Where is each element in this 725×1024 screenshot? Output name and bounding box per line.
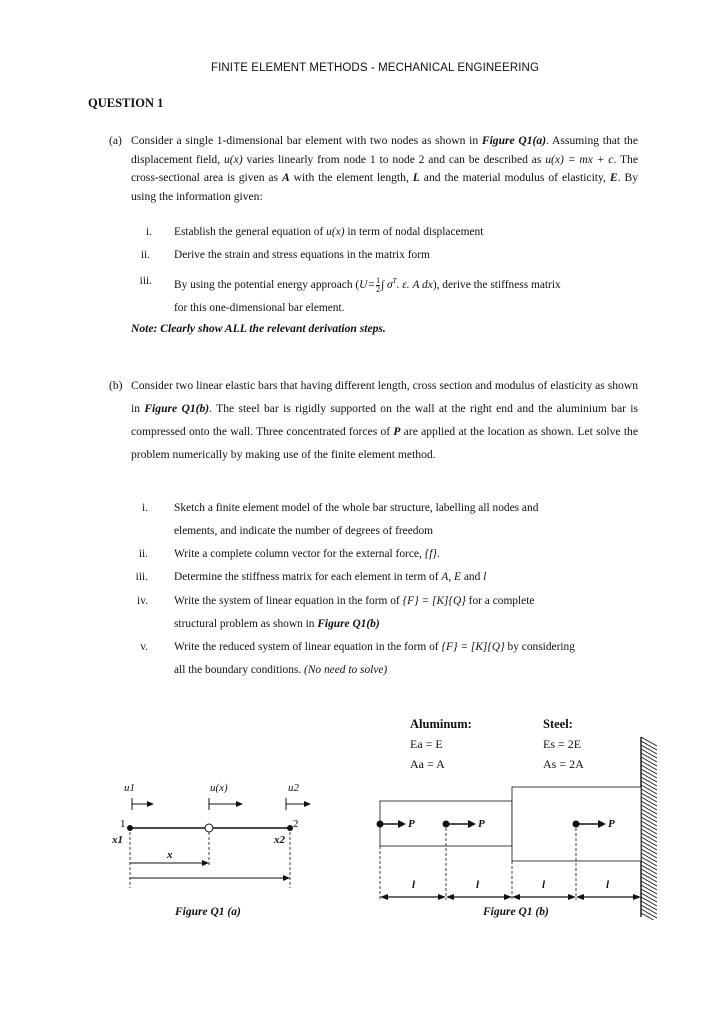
segment-3-label: l bbox=[542, 879, 546, 891]
hatch-line bbox=[641, 881, 657, 890]
segment-4-label: l bbox=[606, 879, 610, 891]
segment-1-label: l bbox=[412, 879, 416, 891]
hatch-line bbox=[641, 801, 657, 810]
hatch-line bbox=[641, 761, 657, 770]
hatch-line bbox=[641, 825, 657, 834]
hatch-line bbox=[641, 777, 657, 786]
wall-hatching bbox=[641, 737, 657, 920]
hatch-line bbox=[641, 745, 657, 754]
hatch-line bbox=[641, 865, 657, 874]
force-1-label: P bbox=[408, 818, 415, 830]
figure-q1a bbox=[100, 770, 330, 900]
label-x2: x2 bbox=[274, 834, 285, 846]
dim-arrow-length bbox=[283, 875, 290, 881]
page-header: FINITE ELEMENT METHODS - MECHANICAL ENGINEERING bbox=[210, 62, 539, 74]
dim-arrow bbox=[576, 894, 584, 900]
hatch-line bbox=[641, 821, 657, 830]
hatch-line bbox=[641, 857, 657, 866]
arrow-ux bbox=[236, 801, 243, 807]
hatch-line bbox=[641, 837, 657, 846]
hatch-line bbox=[641, 813, 657, 822]
force-2-label: P bbox=[478, 818, 485, 830]
dim-arrow bbox=[512, 894, 520, 900]
force-3-label: P bbox=[608, 818, 615, 830]
hatch-line bbox=[641, 817, 657, 826]
part-b-item-4-line2: structural problem as shown in Figure Q1(b) bbox=[174, 618, 380, 630]
aluminum-properties: Aluminum: Ea = E Aa = A bbox=[410, 717, 472, 771]
label-ux: u(x) bbox=[210, 782, 228, 794]
hatch-line bbox=[641, 841, 657, 850]
dim-arrow bbox=[438, 894, 446, 900]
part-b-intro: (b) Consider two linear elastic bars that having different length, cross section and modulus of elasticity as shown in Figure Q1(b). The steel bar is rigidly supported on the wall at the right end and the aluminium bar is compressed onto the wall. Three concentrated forces of P are applied at the location as shown. Let solve the problem numerically by making use of the finite element method. bbox=[131, 374, 638, 466]
hatch-line bbox=[641, 861, 657, 870]
question-title: QUESTION 1 bbox=[88, 96, 164, 110]
dim-arrow bbox=[380, 894, 388, 900]
dim-arrow-x bbox=[202, 860, 209, 866]
hatch-line bbox=[641, 773, 657, 782]
hatch-line bbox=[641, 753, 657, 762]
label-x1: x1 bbox=[112, 834, 123, 846]
hatch-line bbox=[641, 797, 657, 806]
part-a-note: Note: Clearly show ALL the relevant derivation steps. bbox=[131, 322, 386, 335]
hatch-line bbox=[641, 909, 657, 918]
part-a-intro: (a) Consider a single 1-dimensional bar element with two nodes as shown in Figure Q1(a). Assuming that the displacement field, u(x) varies linearly from node 1 to node 2 and can be described as u(x) = mx + c. The cross-sectional area is given as A with the element length, L and the material modulus of elasticity, E. By using the information given: bbox=[109, 134, 639, 203]
dim-arrow bbox=[446, 894, 454, 900]
figure-ref: Figure Q1(a) bbox=[481, 134, 547, 147]
hatch-line bbox=[641, 749, 657, 758]
segment-2-label: l bbox=[476, 879, 480, 891]
label-u1: u1 bbox=[124, 782, 135, 794]
hatch-line bbox=[641, 885, 657, 894]
hatch-line bbox=[641, 789, 657, 798]
hatch-line bbox=[641, 785, 657, 794]
node-1-label: 1 bbox=[120, 818, 126, 830]
part-a-item-3-line2: for this one-dimensional bar element. bbox=[174, 302, 345, 314]
hatch-line bbox=[641, 893, 657, 902]
hatch-line bbox=[641, 889, 657, 898]
hatch-line bbox=[641, 737, 657, 746]
fraction-half: $\frac{1}{2}$ bbox=[376, 275, 381, 294]
dim-arrow bbox=[504, 894, 512, 900]
dim-arrow bbox=[633, 894, 641, 900]
hatch-line bbox=[641, 809, 657, 818]
hatch-line bbox=[641, 905, 657, 914]
hatch-line bbox=[641, 897, 657, 906]
hatch-line bbox=[641, 829, 657, 838]
hatch-line bbox=[641, 793, 657, 802]
hatch-line bbox=[641, 845, 657, 854]
hatch-line bbox=[641, 849, 657, 858]
hatch-line bbox=[641, 853, 657, 862]
label-u2: u2 bbox=[288, 782, 299, 794]
dim-arrow bbox=[568, 894, 576, 900]
figure-q1b bbox=[370, 735, 665, 920]
arrow-u2 bbox=[304, 801, 311, 807]
part-b-label: (b) bbox=[109, 379, 123, 392]
force-1-point bbox=[377, 821, 384, 828]
hatch-line bbox=[641, 757, 657, 766]
part-b-item-5-line2: all the boundary conditions. (No need to solve) bbox=[174, 664, 388, 676]
force-3-point bbox=[573, 821, 580, 828]
caption-figure-q1a: Figure Q1 (a) bbox=[175, 906, 241, 918]
force-2-point bbox=[443, 821, 450, 828]
hatch-line bbox=[641, 781, 657, 790]
part-a-label: (a) bbox=[109, 134, 122, 147]
node-2-label: 2 bbox=[293, 818, 299, 830]
steel-properties: Steel: Es = 2E As = 2A bbox=[543, 717, 584, 771]
interior-point bbox=[205, 824, 213, 832]
hatch-line bbox=[641, 869, 657, 878]
hatch-line bbox=[641, 901, 657, 910]
hatch-line bbox=[641, 877, 657, 886]
caption-figure-q1b: Figure Q1 (b) bbox=[483, 906, 549, 918]
arrow-u1 bbox=[147, 801, 154, 807]
part-b-item-1-line2: elements, and indicate the number of degrees of freedom bbox=[174, 525, 434, 537]
hatch-line bbox=[641, 769, 657, 778]
hatch-line bbox=[641, 833, 657, 842]
hatch-line bbox=[641, 741, 657, 750]
node-1 bbox=[127, 825, 133, 831]
figure-ref: Figure Q1(b) bbox=[144, 402, 210, 415]
hatch-line bbox=[641, 805, 657, 814]
hatch-line bbox=[641, 873, 657, 882]
label-x: x bbox=[167, 849, 173, 861]
hatch-line bbox=[641, 765, 657, 774]
